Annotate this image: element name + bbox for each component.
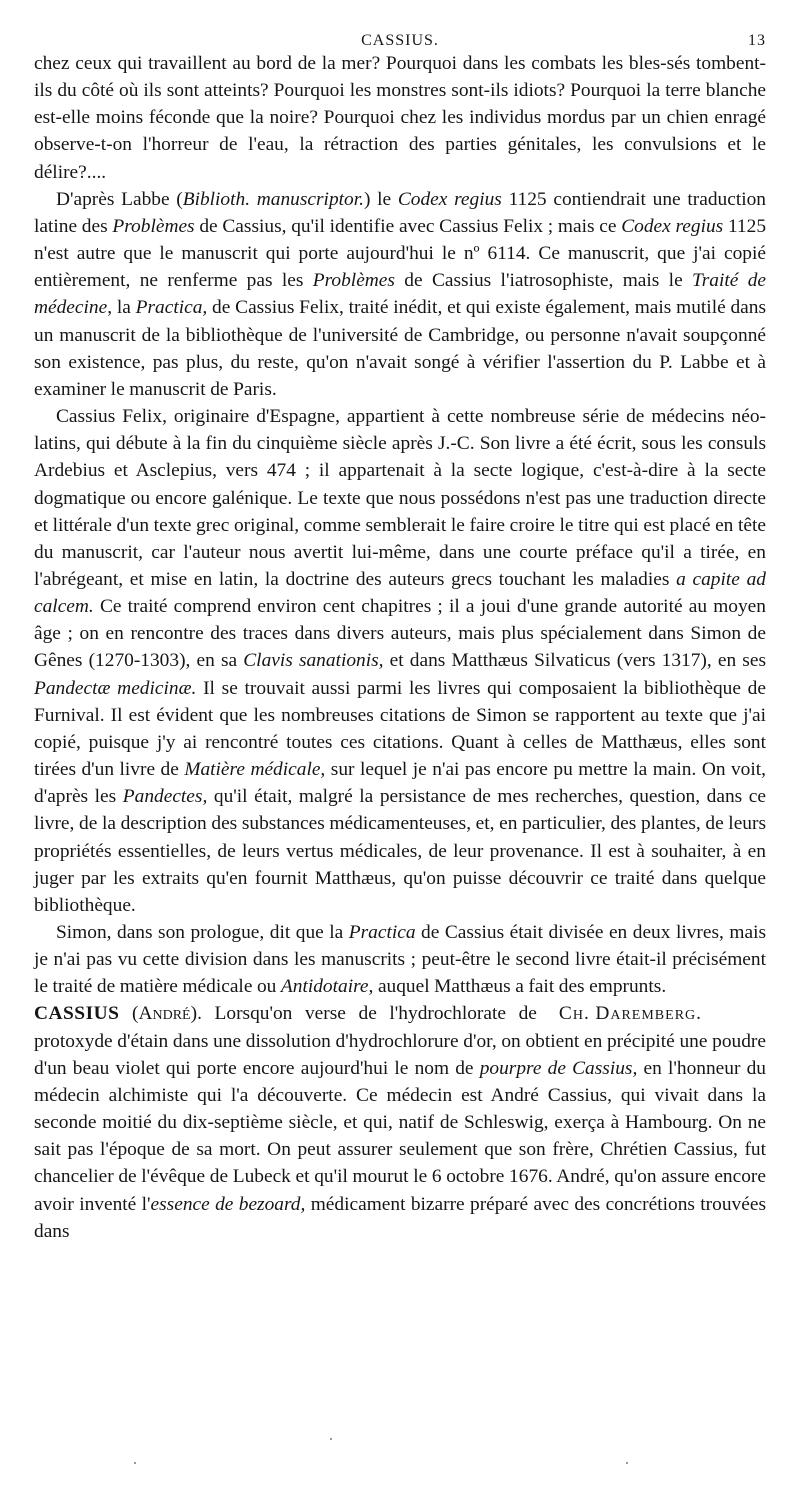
print-speck [330,1438,332,1440]
running-head [34,24,766,50]
book-page [34,24,766,1245]
page-number: 13 [748,32,766,49]
author-signature: Ch. Daremberg. [558,1003,702,1025]
paragraph-continuation: chez ceux qui travaillent au bord de la mer? Pourquoi dans les combats les bles-sés tombent-ils du côté où ils sont atteints? Pourquoi les monstres sont-ils idiots? Pourquoi la terre blanche est-elle moins féconde que la noire? Pourquoi chez les individus mordus par un chien enragé observe-t-on l'horreur de l'eau, la rétraction des parties génitales, les convulsions et le délire?.... [34,53,766,183]
print-speck [134,1462,136,1464]
body-text [34,50,766,1245]
article-headword: CASSIUS [34,1003,120,1025]
running-head-title: CASSIUS. [361,32,439,49]
paragraph-simon: Simon, dans son prologue, dit que la Practica de Cassius était divisée en deux livres, mais je n'ai pas vu cette division dans les manuscrits ; peut-être le second livre était-il précisément le traité de matière médicale ou Antidotaire, auquel Matthæus a fait des emprunts. Ch. Daremberg. [34,919,766,1000]
article-cassius-andre: CASSIUS (André). Lorsqu'on verse de l'hydrochlorate de protoxyde d'étain dans une dissolution d'hydrochlorure d'or, on obtient en précipité une poudre d'un beau violet qui porte encore aujourd'hui le nom de pourpre de Cassius, en l'honneur du médecin alchimiste qui l'a découverte. Ce médecin est André Cassius, qui vivait dans la seconde moitié du dix-septième siècle, et qui, natif de Schleswig, exerça à Hambourg. On ne sait pas l'époque de sa mort. On peut assurer seulement que son frère, Chrétien Cassius, fut chancelier de l'évêque de Lubeck et qu'il mourut le 6 octobre 1676. André, qu'on assure encore avoir inventé l'essence de bezoard, médicament bizarre préparé avec des concrétions trouvées dans [34,1003,766,1242]
print-speck [626,1462,628,1464]
paragraph-labbe: D'après Labbe (Biblioth. manuscriptor.) le Codex regius 1125 contiendrait une traduction latine des Problèmes de Cassius, qu'il identifie avec Cassius Felix ; mais ce Codex regius 1125 n'est autre que le manuscrit qui porte aujourd'hui le nº 6114. Ce manuscrit, que j'ai copié entièrement, ne renferme pas les Problèmes de Cassius l'iatrosophiste, mais le Traité de médecine, la Practica, de Cassius Felix, traité inédit, et qui existe également, mais mutilé dans un manuscrit de la bibliothèque de l'université de Cambridge, ou personne n'avait soupçonné son existence, pas plus, du reste, qu'on n'avait songé à vérifier l'assertion du P. Labbe et à examiner le manuscrit de Paris. [34,188,767,400]
paragraph-cassius-felix: Cassius Felix, originaire d'Espagne, appartient à cette nombreuse série de médecins néo-latins, qui débute à la fin du cinquième siècle après J.-C. Son livre a été écrit, sous les consuls Ardebius et Asclepius, vers 474 ; il appartenait à la secte logique, c'est-à-dire à la secte dogmatique ou encore galénique. Le texte que nous possédons n'est pas une traduction directe et littérale d'un texte grec original, comme semblerait le faire croire le titre qui est placé en tête du manuscrit, car l'auteur nous avertit lui-même, dans une courte préface qu'il a tirée, en l'abrégeant, et mise en latin, la doctrine des auteurs grecs touchant les maladies a capite ad calcem. Ce traité comprend environ cent chapitres ; il a joui d'une grande autorité au moyen âge ; on en rencontre des traces dans divers auteurs, mais plus spécialement dans Simon de Gênes (1270-1303), en sa Clavis sanationis, et dans Matthæus Silvaticus (vers 1317), en ses Pandectæ medicinæ. Il se trouvait aussi parmi les livres qui composaient la bibliothèque de Furnival. Il est évident que les nombreuses citations de Simon se rapportent au texte que j'ai copié, puisque j'y ai rencontré toutes ces citations. Quant à celles de Matthæus, elles sont tirées d'un livre de Matière médicale, sur lequel je n'ai pas encore pu mettre la main. On voit, d'après les Pandectes, qu'il était, malgré la persistance de mes recherches, question, dans ce livre, de la description des substances médicamenteuses, et, en particulier, des plantes, de leurs propriétés essentielles, de leurs vertus médicales, de leur provenance. Il est à souhaiter, à en juger par les extraits qu'en fournit Matthæus, qu'on puisse découvrir ce traité dans quelque bibliothèque. [34,406,766,916]
